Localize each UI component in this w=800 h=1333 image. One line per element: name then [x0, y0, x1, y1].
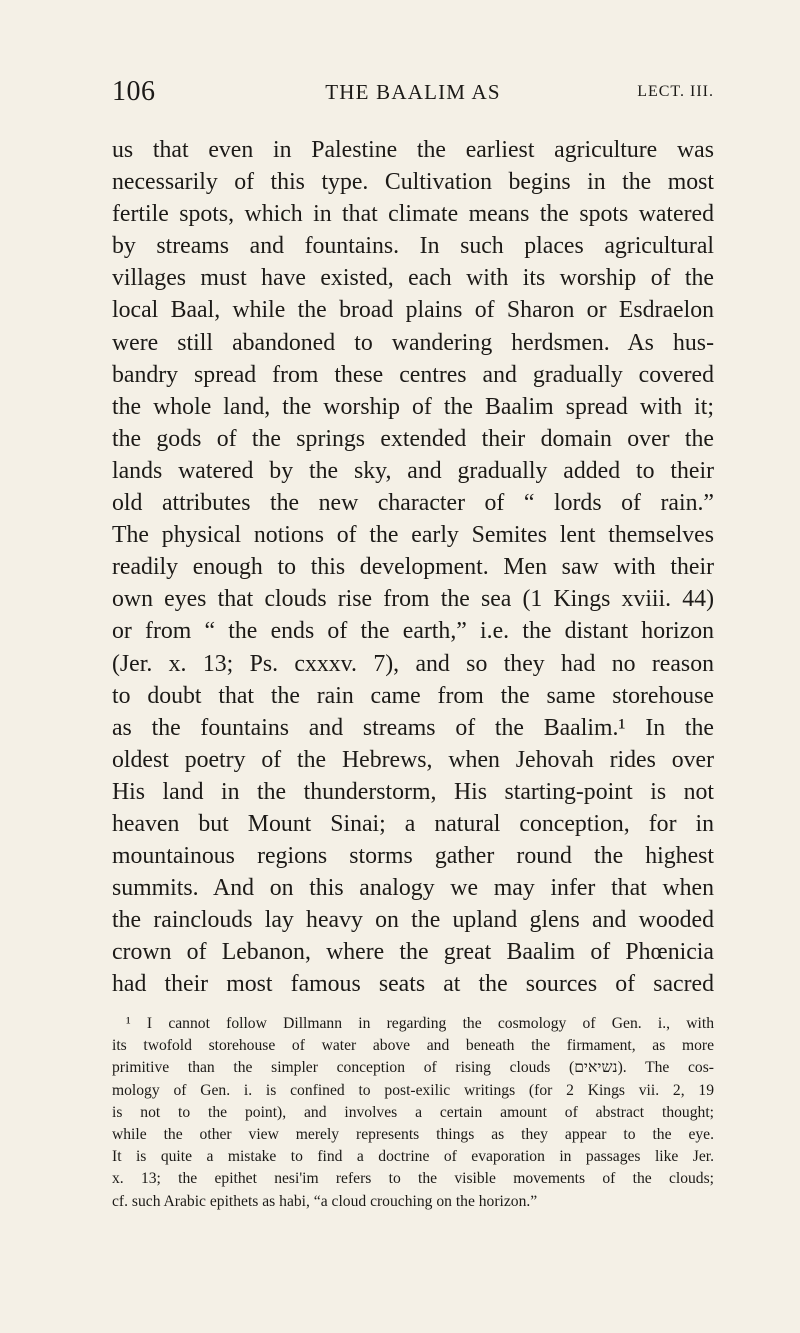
footnote-line: is not to the point), and involves a certain amount of abstract thought; [112, 1103, 714, 1121]
body-line: crown of Lebanon, where the great Baalim of Phœnicia [112, 939, 714, 966]
body-line: by streams and fountains. In such places agricultural [112, 233, 714, 260]
body-line: were still abandoned to wandering herdsmen. As hus- [112, 329, 714, 356]
footnote-line: It is quite a mistake to find a doctrine of evaporation in passages like Jer. [112, 1148, 714, 1166]
footnote-line: mology of Gen. i. is confined to post-exilic writings (for 2 Kings vii. 2, 19 [112, 1081, 714, 1099]
body-line: mountainous regions storms gather round the highest [112, 843, 714, 870]
body-line: lands watered by the sky, and gradually added to their [112, 457, 714, 484]
body-line: fertile spots, which in that climate means the spots watered [112, 201, 714, 228]
body-line: or from “ the ends of the earth,” i.e. the distant horizon [112, 618, 714, 645]
footnote [112, 1013, 714, 1213]
body-line: summits. And on this analogy we may infer that when [112, 875, 714, 902]
body-line: the rainclouds lay heavy on the upland glens and wooded [112, 907, 714, 934]
running-title: THE BAALIM AS [325, 80, 501, 104]
footnote-line: while the other view merely represents things as they appear to the eye. [112, 1126, 714, 1144]
body-line: own eyes that clouds rise from the sea (1 Kings xviii. 44) [112, 586, 714, 613]
body-line: villages must have existed, each with its worship of the [112, 265, 714, 292]
footnote-line: cf. such Arabic epithets as habi, “a cloud crouching on the horizon.” [112, 1192, 538, 1210]
body-line: old attributes the new character of “ lords of rain.” [112, 490, 714, 517]
body-line: The physical notions of the early Semites lent themselves [112, 522, 714, 549]
footnote-line: x. 13; the epithet nesi'im refers to the visible movements of the clouds; [112, 1170, 714, 1188]
body-line: to doubt that the rain came from the same storehouse [112, 682, 714, 709]
footnote-line: its twofold storehouse of water above and beneath the firmament, as more [112, 1037, 714, 1055]
body-line: the gods of the springs extended their domain over the [112, 425, 714, 452]
body-line: the whole land, the worship of the Baalim spread with it; [112, 393, 714, 420]
body-line: necessarily of this type. Cultivation begins in the most [112, 169, 714, 196]
body-line: heaven but Mount Sinai; a natural conception, for in [112, 810, 714, 837]
body-line: oldest poetry of the Hebrews, when Jehovah rides over [112, 746, 714, 773]
body-line: us that even in Palestine the earliest agriculture was [112, 137, 714, 163]
body-line: local Baal, while the broad plains of Sharon or Esdraelon [112, 297, 714, 324]
body-line: bandry spread from these centres and gradually covered [112, 361, 714, 388]
running-head [112, 76, 714, 116]
footnote-line: primitive than the simpler conception of rising clouds (נשיאים). The cos- [112, 1059, 714, 1077]
footnote-line: ¹ I cannot follow Dillmann in regarding the cosmology of Gen. i., with [126, 1015, 714, 1032]
body-line: His land in the thunderstorm, His starting-point is not [112, 778, 714, 805]
lecture-label: LECT. III. [637, 83, 714, 100]
body-line: as the fountains and streams of the Baalim.¹ In the [112, 714, 714, 741]
page-number: 106 [112, 76, 156, 107]
body-line: readily enough to this development. Men saw with their [112, 554, 714, 581]
body-text [112, 134, 714, 1001]
body-line: had their most famous seats at the sources of sacred [112, 971, 714, 998]
body-line: (Jer. x. 13; Ps. cxxxv. 7), and so they had no reason [112, 650, 714, 677]
